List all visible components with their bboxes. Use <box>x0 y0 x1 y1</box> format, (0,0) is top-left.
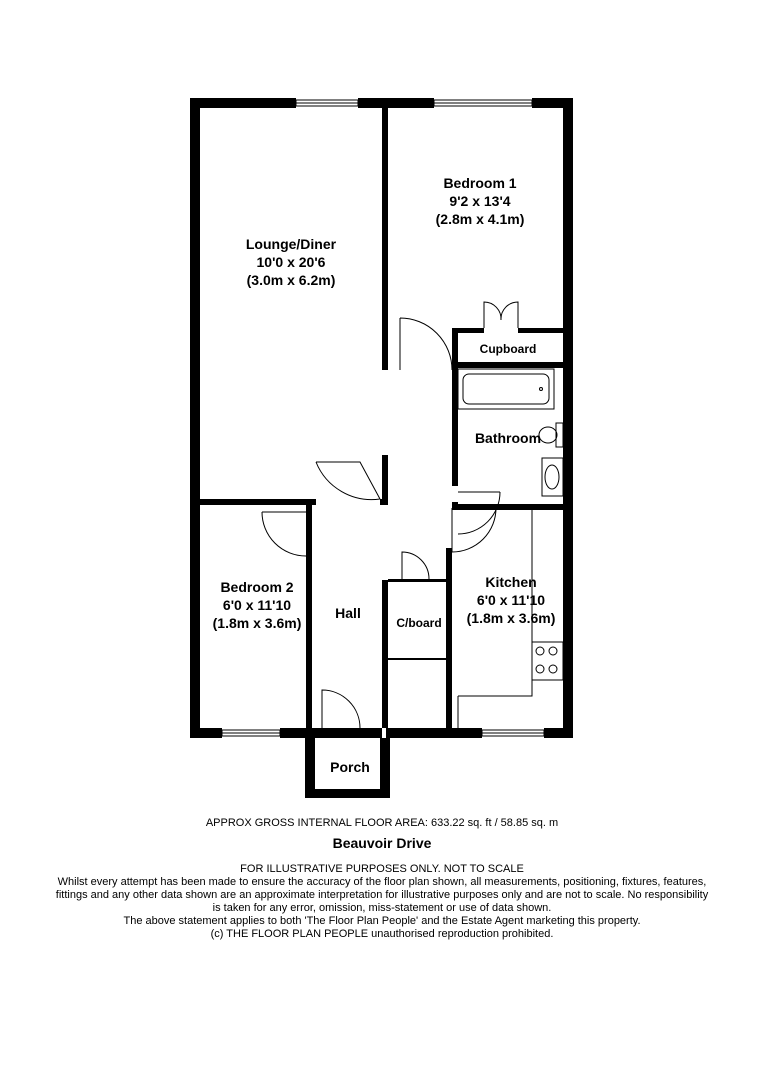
room-bedroom1-metric: (2.8m x 4.1m) <box>435 211 525 227</box>
label-hall: Hall <box>335 605 361 621</box>
room-bedroom1-imperial: 9'2 x 13'4 <box>449 193 511 209</box>
disclaimer-line: The above statement applies to both 'The Floor Plan People' and the Estate Agent marketing this property. <box>123 915 641 927</box>
label-cboard: C/board <box>396 616 442 630</box>
bath-icon <box>458 369 554 409</box>
room-bedroom2-metric: (1.8m x 3.6m) <box>212 615 302 631</box>
disclaimer-line: fittings and any other data shown are an approximate interpretation for illustrative purposes only and are not to scale. No responsibility <box>55 889 709 901</box>
room-lounge-imperial: 10'0 x 20'6 <box>256 254 326 270</box>
room-lounge-name: Lounge/Diner <box>245 236 337 252</box>
label-porch: Porch <box>330 759 370 775</box>
room-lounge-metric: (3.0m x 6.2m) <box>246 272 336 288</box>
room-kitchen-imperial: 6'0 x 11'10 <box>476 592 546 608</box>
property-title: Beauvoir Drive <box>332 835 432 851</box>
gross-floor-area: APPROX GROSS INTERNAL FLOOR AREA: 633.22 sq. ft / 58.85 sq. m <box>205 817 559 829</box>
basin-icon <box>542 458 563 496</box>
room-bedroom1-name: Bedroom 1 <box>443 175 517 191</box>
outer-walls <box>190 98 573 798</box>
hob-icon <box>532 642 563 680</box>
label-cupboard: Cupboard <box>479 342 537 356</box>
disclaimer-line: (c) THE FLOOR PLAN PEOPLE unauthorised reproduction prohibited. <box>210 928 554 940</box>
disclaimer-line: is taken for any error, omission, miss-statement or use of data shown. <box>212 902 552 914</box>
toilet-icon <box>539 423 563 447</box>
label-bathroom: Bathroom <box>474 430 542 446</box>
disclaimer <box>0 863 764 941</box>
room-bedroom2-imperial: 6'0 x 11'10 <box>222 597 292 613</box>
room-kitchen-name: Kitchen <box>485 574 537 590</box>
room-kitchen-metric: (1.8m x 3.6m) <box>466 610 556 626</box>
disclaimer-line: FOR ILLUSTRATIVE PURPOSES ONLY. NOT TO SCALE <box>240 863 524 875</box>
disclaimer-line: Whilst every attempt has been made to ensure the accuracy of the floor plan shown, all measurements, positioning, fixtures, features, <box>57 876 707 888</box>
room-bedroom2-name: Bedroom 2 <box>220 579 294 595</box>
